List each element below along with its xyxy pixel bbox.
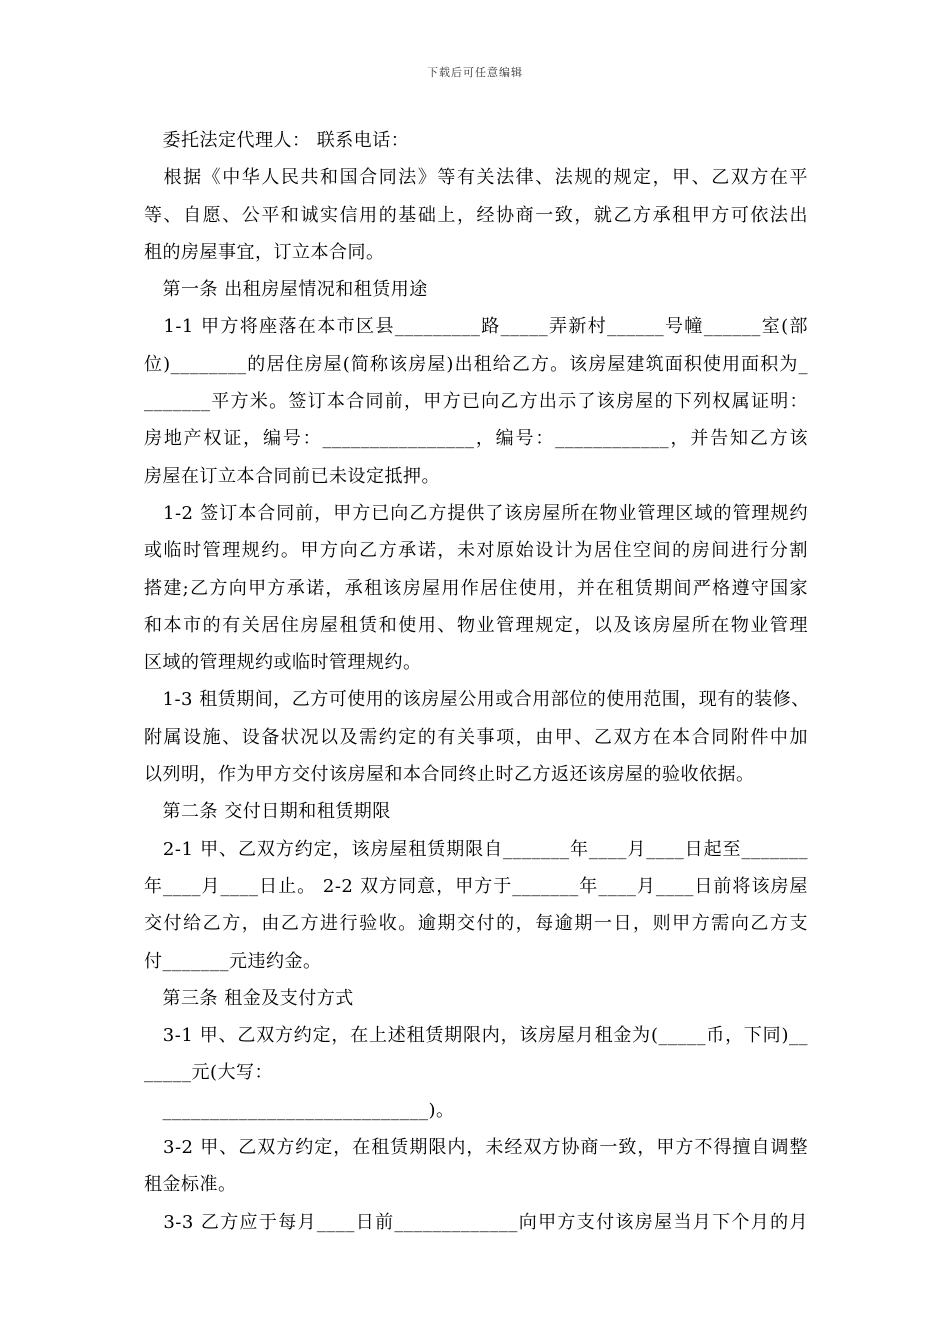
text-line: 3-3 乙方应于每月____日前_____________向甲方支付该房屋当月下个月的月 bbox=[144, 1211, 808, 1233]
text-line: 租金标准。 bbox=[144, 1174, 237, 1196]
text-line: ____________________________)。 bbox=[144, 1099, 455, 1121]
text-line: 搭建;乙方向甲方承诺，承租该房屋用作居住使用，并在租赁期间严格遵守国家 bbox=[144, 577, 808, 599]
text-line: 和本市的有关居住房屋租赁和使用、物业管理规定，以及该房屋所在物业管理 bbox=[144, 614, 808, 636]
text-line: 第三条 租金及支付方式 bbox=[144, 987, 354, 1009]
text-line: 区域的管理规约或临时管理规约。 bbox=[144, 652, 422, 674]
text-line: 1-1 甲方将座落在本市区县_________路_____弄新村______号幢______室(部 bbox=[144, 316, 808, 338]
text-line: 附属设施、设备状况以及需约定的有关事项，由甲、乙双方在本合同附件中加 bbox=[144, 726, 808, 748]
text-line: 房屋在订立本合同前已未设定抵押。 bbox=[144, 465, 440, 487]
page-header: 下载后可任意编辑 bbox=[427, 66, 523, 79]
text-line: 等、自愿、公平和诚实信用的基础上，经协商一致，就乙方承租甲方可依法出 bbox=[144, 204, 808, 226]
text-line: 付_______元违约金。 bbox=[144, 950, 322, 972]
document-body bbox=[144, 122, 808, 1241]
text-line: 1-3 租赁期间，乙方可使用的该房屋公用或合用部位的使用范围，现有的装修、 bbox=[144, 689, 810, 711]
text-line: 委托法定代理人： 联系电话： bbox=[144, 130, 410, 151]
text-line: 交付给乙方，由乙方进行验收。逾期交付的，每逾期一日，则甲方需向乙方支 bbox=[144, 913, 808, 935]
text-line: 根据《中华人民共和国合同法》等有关法律、法规的规定，甲、乙双方在平 bbox=[144, 167, 808, 189]
text-line: 以列明，作为甲方交付该房屋和本合同终止时乙方返还该房屋的验收依据。 bbox=[144, 764, 755, 786]
text-line: 第一条 出租房屋情况和租赁用途 bbox=[144, 279, 428, 301]
text-line: 2-1 甲、乙双方约定，该房屋租赁期限自_______年____月____日起至_______ bbox=[144, 838, 808, 860]
text-line: 租的房屋事宜，订立本合同。 bbox=[144, 241, 385, 263]
text-line: 房地产权证，编号：________________，编号：____________，并告知乙方该 bbox=[144, 428, 808, 450]
text-line: 1-2 签订本合同前，甲方已向乙方提供了该房屋所在物业管理区域的管理规约 bbox=[144, 502, 808, 524]
text-line: 年____月____日止。 2-2 双方同意，甲方于_______年____月____日前将该房屋 bbox=[144, 875, 808, 897]
text-line: 3-1 甲、乙双方约定，在上述租赁期限内，该房屋月租金为(_____币，下同)__ bbox=[144, 1025, 808, 1047]
text-line: 3-2 甲、乙双方约定，在租赁期限内，未经双方协商一致，甲方不得擅自调整 bbox=[144, 1137, 808, 1159]
text-line: 或临时管理规约。甲方向乙方承诺，未对原始设计为居住空间的房间进行分割 bbox=[144, 540, 808, 562]
text-line: _____元(大写： bbox=[144, 1062, 274, 1084]
text-line: 位)________的居住房屋(简称该房屋)出租给乙方。该房屋建筑面积使用面积为_ bbox=[144, 353, 808, 375]
text-line: 第二条 交付日期和租赁期限 bbox=[144, 801, 391, 823]
text-line: _______平方米。签订本合同前，甲方已向乙方出示了该房屋的下列权属证明： bbox=[144, 391, 808, 413]
